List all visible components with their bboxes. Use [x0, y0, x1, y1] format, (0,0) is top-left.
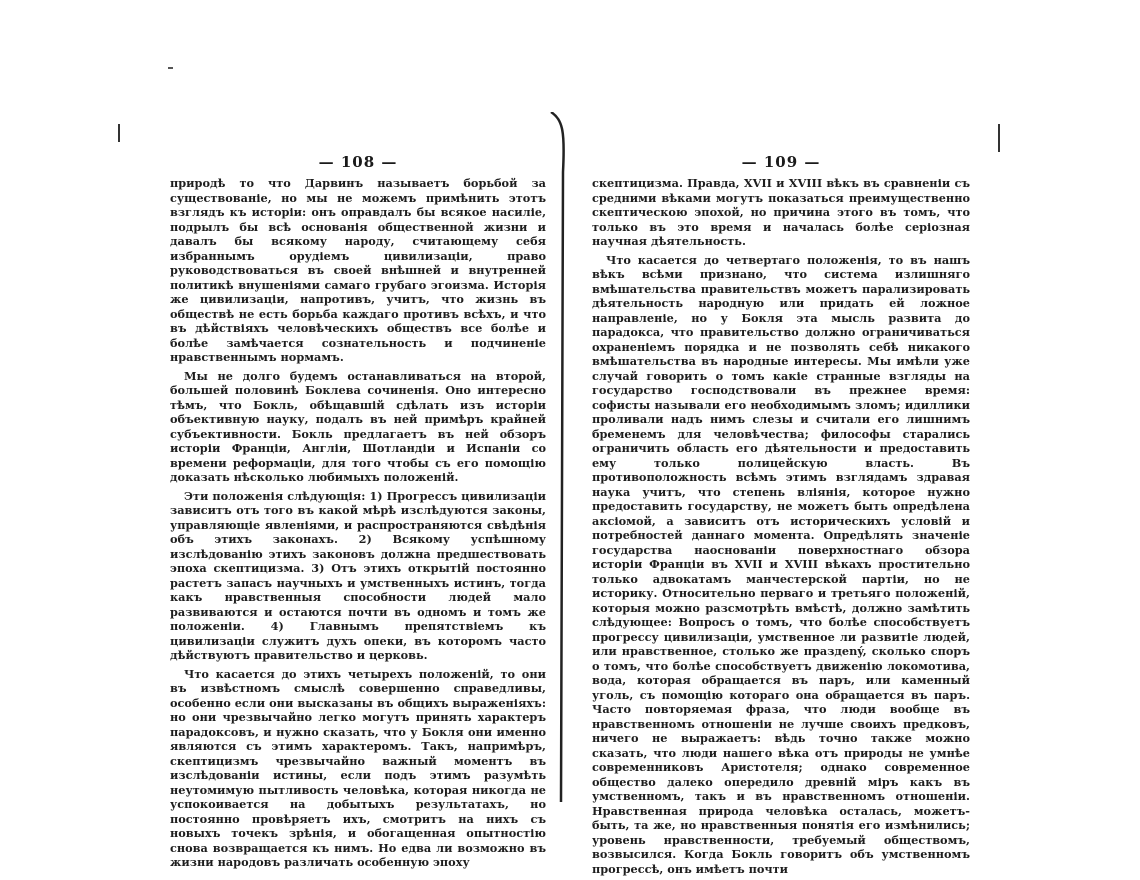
- paragraph: Мы не долго будемъ останавливаться на второй, большей половинѣ Боклева сочиненія. Оно интересно тѣмъ, что Бокль, обѣщавшій сдѣлать изъ исторіи объективную науку, подалъ въ ней примѣръ крайней субъективности. Бокль предлагаетъ въ ней обзоръ исторіи Франціи, Англіи, Шотландіи и Испаніи со времени реформаціи, для того чтобы съ его помощію доказать нѣсколько любимыхъ положеній.: [170, 368, 546, 484]
- spine-shadow: [549, 112, 569, 802]
- paragraph: скептицизма. Правда, XVII и XVIII вѣкъ въ сравненіи съ средними вѣками могутъ показаться преимущественно скептическою эпохой, но причина этого въ томъ, что только въ это время и началась болѣе серіозная научная дѣятельность.: [592, 176, 970, 248]
- top-mark: [168, 67, 173, 69]
- paragraph: Что касается до этихъ четырехъ положеній, то они въ извѣстномъ смыслѣ совершенно справедливы, особенно если они высказаны въ общихъ выраженіяхъ: но они чрезвычайно легко могутъ принять характеръ парадоксовъ, и нужно сказать, что у Бокля они именно являются съ этимъ характеромъ. Такъ, напримѣръ, скептицизмъ чрезвычайно важный моментъ въ изслѣдованіи истины, если подъ этимъ разумѣть неутомимую пытливость человѣка, которая никогда не успокоивается на добытыхъ результатахъ, но постоянно провѣряетъ ихъ, смотритъ на нихъ съ новыхъ точекъ зрѣнія, и обогащенная опытностію снова возвращается къ нимъ. Но едва ли возможно въ жизни народовъ различать особенную эпоху: [170, 666, 546, 869]
- book-spine: [549, 112, 569, 802]
- left-margin-rule: [118, 124, 120, 142]
- page-number: — 109 —: [741, 153, 821, 171]
- page-number: — 108 —: [318, 153, 398, 171]
- left-page: [170, 152, 546, 874]
- right-page: [592, 152, 970, 880]
- paragraph: Что касается до четвертаго положенія, то въ нашъ вѣкъ всѣми признано, что система излишняго вмѣшательства правительствъ можетъ парализировать дѣятельность народную или придать ей ложное направленіе, но у Бокля эта мысль развита до парадокса, что правительство должно ограничиваться охраненіемъ порядка и не позволять себѣ никакого вмѣшательства въ народные интересы. Мы имѣли уже случай говорить о томъ какіе странные взгляды на государство господствовали въ прежнее время: софисты называли его необходимымъ зломъ; идиллики проливали надъ нимъ слезы и считали его лишнимъ бременемъ для человѣчества; философы старались ограничить область его дѣятельности и предоставить ему только полицейскую власть. Въ противоположность всѣмъ этимъ взглядамъ здравая наука учитъ, что степень вліянія, которое нужно предоставить государству, не можетъ быть опредѣлена аксіомой, а зависитъ отъ историческихъ условій и потребностей даннаго момента. Опредѣлять значеніе государства наоснованіи поверхностнаго обзора исторіи Франціи въ XVII и XVIII вѣкахъ простительно только адвокатамъ манчестерской партіи, но не историку. Относительно перваго и третьяго положеній, которыя можно разсмотрѣть вмѣстѣ, должно замѣтить слѣдующее: Вопросъ о томъ, что болѣе способствуетъ прогрессу цивилизаціи, умственное ли развитіе людей, или нравственное, столько же праздený, сколько споръ о томъ, что болѣе способствуетъ движенію локомотива, вода, которая обращается въ паръ, или каменный уголь, съ помощію котораго она обращается въ паръ. Часто повторяемая фраза, что люди вообще въ нравственномъ отношеніи не лучше своихъ предковъ, ничего не выражаетъ: вѣдь точно также можно сказать, что люди нашего вѣка отъ природы не умнѣе современниковъ Аристотеля; однако современное общество далеко опередило древній міръ какъ въ умственномъ, такъ и въ нравственномъ отношеніи. Нравственная природа человѣка осталась, можетъ-быть, та же, но нравственныя понятія его измѣнились; уровень нравственности, требуемый обществомъ, возвысился. Когда Бокль говоритъ объ умственномъ прогрессѣ, онъ имѣетъ почти: [592, 252, 970, 876]
- right-margin-rule: [998, 124, 1000, 152]
- paragraph: Эти положенія слѣдующія: 1) Прогрессъ цивилизаціи зависитъ отъ того въ какой мѣрѣ изслѣдуются законы, управляющіе явленіями, и распространяются свѣдѣнія объ этихъ законахъ. 2) Всякому успѣшному изслѣдованію этихъ законовъ должна предшествовать эпоха скептицизма. 3) Отъ этихъ открытій постоянно растетъ запасъ научныхъ и умственныхъ истинъ, тогда какъ нравственныя способности людей мало развиваются и остаются почти въ одномъ и томъ же положеніи. 4) Главнымъ препятствіемъ къ цивилизаціи служитъ духъ опеки, въ которомъ часто дѣйствуютъ правительство и церковь.: [170, 488, 546, 662]
- paragraph: природѣ то что Дарвинъ называетъ борьбой за существованіе, но мы не можемъ примѣнить этотъ взглядъ къ исторіи: онъ оправдалъ бы всякое насиліе, подрылъ бы всѣ основанія общественной жизни и давалъ бы всякому народу, считающему себя избраннымъ орудіемъ цивилизаціи, право руководствоваться въ своей внѣшней и внутренней политикѣ внушеніями самаго грубаго эгоизма. Исторія же цивилизаціи, напротивъ, учитъ, что жизнь въ обществѣ не есть борьба каждаго противъ всѣхъ, и что въ дѣйствіяхъ человѣческихъ обществъ все болѣе и болѣе замѣчается сознательность и подчиненіе нравственнымъ нормамъ.: [170, 176, 546, 364]
